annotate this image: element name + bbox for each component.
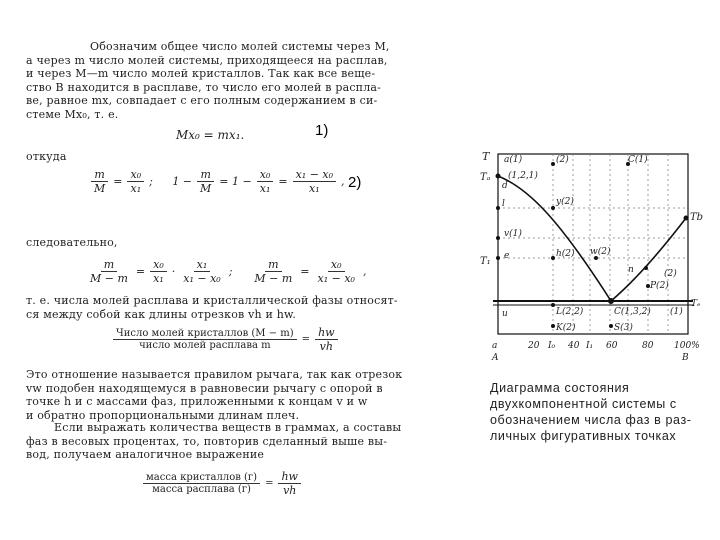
point-right-mark: (2): [664, 269, 677, 279]
paragraph-lever-rule: Это отношение называется правилом рычага, так как отрезок vw подобен находящемуся в равновесии рычагу с опорой в точке h и с массами фаз, приложенными к концам v и w и обратно пропорциональными длинам плеч.: [26, 368, 403, 422]
frac-num: x₁: [194, 258, 211, 272]
frac-den: x₁: [308, 182, 320, 195]
point-L: L(2,2): [556, 307, 584, 317]
axis-corner-a: a: [492, 341, 498, 351]
frac-num: m: [91, 168, 107, 182]
frac-num: масса кристаллов (г): [143, 472, 260, 484]
lever-ratio-1: [110, 326, 341, 353]
equals-sign: =: [278, 175, 288, 188]
frac-num: hw: [278, 470, 301, 484]
point-h2: h(2): [556, 249, 575, 259]
liquidus-right: [611, 218, 686, 301]
grid-lines: [498, 154, 688, 334]
x-tick-I1: I₁: [586, 341, 594, 351]
comma: ,: [362, 265, 367, 278]
dot: ·: [171, 265, 176, 278]
frac-den: масса расплава (г): [152, 484, 251, 495]
text-otkuda: откуда: [26, 150, 67, 163]
point-a-phases: (1,2,1): [508, 171, 538, 181]
point-C1: C(1,3,2): [614, 307, 651, 317]
frac-num: x₀: [127, 168, 144, 182]
frac-num: x₀: [328, 258, 345, 272]
frac-num: Число молей кристаллов (M − m): [113, 328, 297, 340]
frac-den: x₁: [130, 182, 142, 195]
equals-sign: =: [300, 265, 310, 278]
frac-den: M: [200, 182, 212, 195]
axis-label-Ta: Tₐ: [480, 172, 491, 183]
point-v1: v(1): [504, 229, 522, 239]
x-tick-I0: I₀: [548, 341, 556, 351]
axis-label-TE: Tₑ: [691, 299, 701, 309]
frac-den: x₁: [153, 272, 164, 285]
equals-one-minus: = 1 −: [219, 175, 252, 188]
point-l: l: [502, 199, 505, 209]
paragraph-intro: Обозначим общее число молей системы через M, а через m число молей системы, приходящееся на расплав, и через M—m число молей кристаллов. Так как все веще- ство B находится в расплаве, то число его молей в распла- ве, равное mx, совпадает с его полным содержанием в си- стеме Mx₀, т. е.: [26, 40, 390, 121]
frac-num: m: [101, 258, 117, 272]
frac-den: x₁: [259, 182, 271, 195]
equals-sign: =: [135, 265, 146, 278]
x-tick-40: 40: [568, 341, 580, 351]
frac-den: M: [94, 182, 106, 195]
text-sledovatelno: следовательно,: [26, 236, 118, 249]
frac-num: m: [265, 258, 281, 272]
semicolon: ;: [149, 175, 171, 188]
lever-ratio-2: [140, 470, 304, 497]
frac-num: x₀: [257, 168, 274, 182]
equation-1: Mx₀ = mx₁.: [176, 128, 245, 142]
point-d: d: [502, 181, 508, 191]
diagram-caption: Диаграмма состояния двухкомпонентной системы с обозначением числа фаз в раз- личных фигуративных точках: [490, 381, 692, 443]
point-u-right: (1): [670, 307, 683, 317]
point-K2: K(2): [556, 323, 576, 333]
equals-sign: =: [301, 334, 311, 345]
point-e: e: [504, 251, 510, 261]
paragraph-grams: Если выражать количества веществ в граммах, а составы фаз в весовых процентах, то, повторив сделанный выше вы- вод, получаем аналогичное выражение: [26, 421, 402, 461]
frac-num: m: [197, 168, 213, 182]
x-tick-80: 80: [642, 341, 654, 351]
axis-label-A: A: [492, 353, 499, 363]
equation-label-2: 2): [348, 174, 362, 191]
equation-label-1: 1): [315, 122, 329, 139]
frac-den: M − m: [90, 272, 128, 285]
point-u: u: [502, 309, 508, 319]
x-tick-100: 100%: [674, 341, 700, 351]
one-minus: 1 −: [172, 175, 193, 188]
point-w2: w(2): [590, 247, 611, 257]
frac-den: число молей расплава m: [139, 340, 271, 351]
axis-label-T: T: [482, 150, 490, 163]
frac-den: x₁ − x₀: [183, 272, 221, 285]
point-P2: P(2): [650, 281, 669, 291]
equals-sign: =: [265, 478, 274, 489]
point-p2: (2): [556, 155, 569, 165]
point-c1: C(1): [628, 155, 648, 165]
equation-2: [88, 168, 345, 195]
frac-den: vh: [283, 484, 297, 497]
x-tick-60: 60: [606, 341, 618, 351]
equals-sign: =: [113, 175, 123, 188]
comma: ,: [341, 175, 345, 188]
axis-label-Tb: Tb: [690, 212, 704, 223]
frac-num: x₁ − x₀: [293, 168, 336, 182]
frac-num: x₀: [150, 258, 167, 272]
paragraph-ratio: т. е. числа молей расплава и кристаллической фазы относят- ся между собой как длины отрезков vh и hw.: [26, 294, 398, 321]
frac-den: M − m: [254, 272, 293, 285]
axis-label-B: B: [682, 353, 689, 363]
points: [496, 162, 689, 328]
point-S3: S(3): [614, 323, 633, 333]
phase-diagram: [478, 148, 708, 373]
axis-label-T1: T₁: [480, 256, 491, 267]
equation-3: [84, 258, 366, 285]
diagram-frame: [498, 154, 688, 334]
x-tick-20: 20: [528, 341, 540, 351]
point-y2: y(2): [556, 197, 574, 207]
point-a: a(1): [504, 155, 523, 165]
frac-den: x₁ − x₀: [317, 272, 355, 285]
frac-num: hw: [315, 326, 338, 340]
frac-den: vh: [319, 340, 333, 353]
point-n: n: [628, 265, 634, 275]
semicolon: ;: [228, 265, 247, 278]
